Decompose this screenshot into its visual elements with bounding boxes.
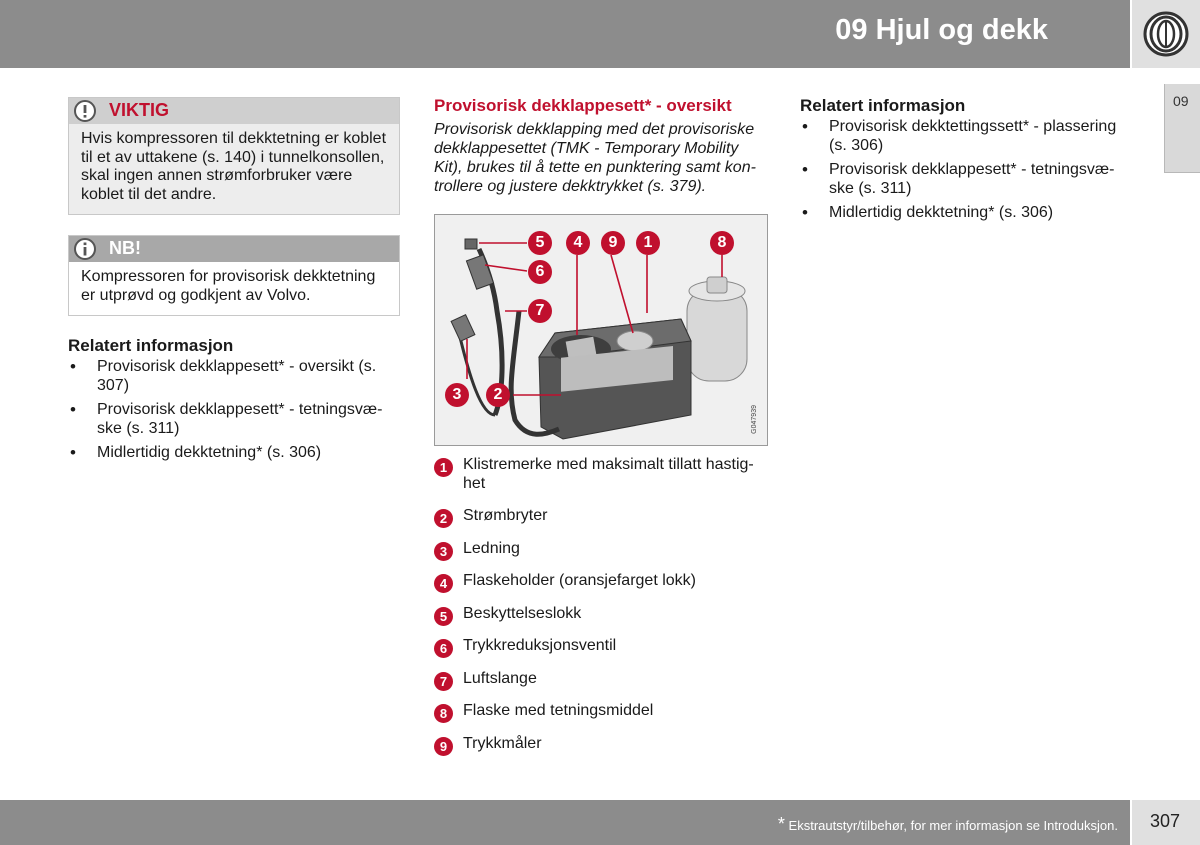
page-footer xyxy=(0,800,1130,845)
chapter-tab-label: 09 xyxy=(1173,93,1189,109)
legend-item xyxy=(434,507,768,526)
callout-9: 9 xyxy=(601,231,625,255)
legend-number: 6 xyxy=(434,639,453,658)
figure-code: G047939 xyxy=(751,405,758,434)
legend-text: Ledning xyxy=(463,539,520,557)
legend-item xyxy=(434,670,768,689)
legend-number: 1 xyxy=(434,458,453,477)
callout-6: 6 xyxy=(528,260,552,284)
legend-item xyxy=(434,605,768,624)
legend-text: Flaske med tetningsmiddel xyxy=(463,702,654,719)
section-heading: Provisorisk dekklappesett* - oversikt xyxy=(434,96,732,115)
callout-3: 3 xyxy=(445,383,469,407)
legend-text: Klistremerke med maksimalt tillatt hastighet xyxy=(463,456,754,492)
legend-number: 9 xyxy=(434,737,453,756)
legend-item xyxy=(434,735,768,754)
legend-number: 2 xyxy=(434,509,453,528)
legend-text: Beskyttelseslokk xyxy=(463,604,582,622)
page-number: 307 xyxy=(1150,811,1181,831)
related-link[interactable]: • Provisorisk dekklappesett* - tetningsvæske (s. 311) xyxy=(68,401,400,438)
sealant-bottle xyxy=(687,277,747,381)
important-box xyxy=(68,97,400,215)
section-intro: Provisorisk dekklapping med det provisoriske dekklappesettet (TMK - Temporary Mobility Kit), brukes til å tette en punktering samt kontrollere og justere dekktrykket (s. 379). xyxy=(434,121,756,195)
legend-number: 7 xyxy=(434,672,453,691)
footnote-star: * xyxy=(777,814,785,834)
page-header xyxy=(0,0,1130,68)
column-middle xyxy=(434,96,768,767)
related-info-heading: Relatert informasjon xyxy=(800,96,966,115)
header-icon-box xyxy=(1132,0,1200,68)
callout-5: 5 xyxy=(528,231,552,255)
compressor xyxy=(539,319,691,439)
legend-number: 5 xyxy=(434,607,453,626)
footnote-text: Ekstrautstyr/tilbehør, for mer informasjon se Introduksjon. xyxy=(788,818,1118,833)
chapter-tab xyxy=(1164,84,1200,173)
important-text: Hvis kompressoren til dekktetning er koblet til et av uttakene (s. 140) i tunnelkonsollen, skal ingen annen strømforbruker være koblet til det andre. xyxy=(81,130,387,203)
related-info-heading: Relatert informasjon xyxy=(68,336,234,355)
related-info-list xyxy=(800,118,1130,223)
column-right xyxy=(800,96,1130,229)
related-link[interactable]: • Provisorisk dekklappesett* - tetningsvæske (s. 311) xyxy=(800,161,1130,198)
important-label: VIKTIG xyxy=(109,100,170,120)
legend-number: 3 xyxy=(434,542,453,561)
related-link[interactable]: • Midlertidig dekktetning* (s. 306) xyxy=(800,204,1130,223)
page-number-box xyxy=(1132,800,1200,845)
legend-text: Strømbryter xyxy=(463,507,548,524)
legend-item xyxy=(434,540,768,559)
related-link[interactable]: • Provisorisk dekklappesett* - oversikt (s. 307) xyxy=(68,358,400,395)
legend-text: Trykkreduksjonsventil xyxy=(463,637,617,654)
legend-item xyxy=(434,456,768,493)
note-text: Kompressoren for provisorisk dekktetning er utprøvd og godkjent av Volvo. xyxy=(81,268,376,304)
related-link[interactable]: • Midlertidig dekktetning* (s. 306) xyxy=(68,444,400,463)
column-left xyxy=(68,97,400,469)
legend-number: 4 xyxy=(434,574,453,593)
legend-text: Trykkmåler xyxy=(463,734,542,752)
legend-number: 8 xyxy=(434,704,453,723)
chapter-title: 09 Hjul og dekk xyxy=(835,14,1048,46)
figure-legend xyxy=(434,456,768,753)
legend-item xyxy=(434,702,768,721)
info-icon xyxy=(73,237,97,261)
footnote xyxy=(778,814,1118,835)
callout-7: 7 xyxy=(528,299,552,323)
callout-8: 8 xyxy=(710,231,734,255)
legend-text: Flaskeholder (oransjefarget lokk) xyxy=(463,572,696,589)
important-box-header xyxy=(69,98,399,124)
note-label: NB! xyxy=(109,238,141,258)
callout-1: 1 xyxy=(636,231,660,255)
note-box xyxy=(68,235,400,316)
kit-illustration xyxy=(434,214,768,446)
legend-item xyxy=(434,572,768,591)
legend-item xyxy=(434,637,768,656)
callout-4: 4 xyxy=(566,231,590,255)
related-link[interactable]: • Provisorisk dekktettingssett* - plassering (s. 306) xyxy=(800,118,1130,155)
callout-2: 2 xyxy=(486,383,510,407)
wheel-icon xyxy=(1132,0,1200,68)
warning-icon xyxy=(73,99,97,123)
related-info-list xyxy=(68,358,400,463)
legend-text: Luftslange xyxy=(463,669,537,687)
note-box-header xyxy=(69,236,399,262)
